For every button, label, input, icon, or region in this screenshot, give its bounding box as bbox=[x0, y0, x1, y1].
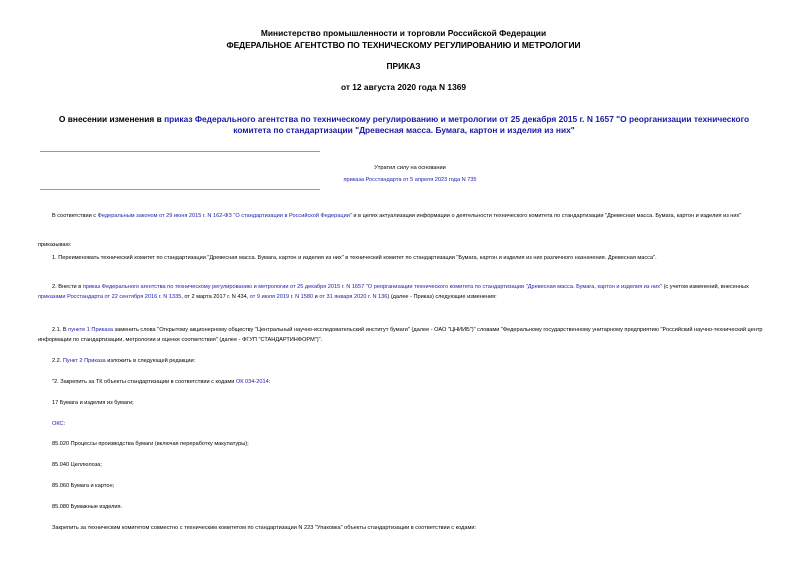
paragraph-item-2 bbox=[38, 283, 770, 302]
item-2-text-e: ) (далее - Приказ) следующие изменения: bbox=[387, 293, 497, 300]
item-2-text-c: , от 2 марта 2017 г. N 434, bbox=[181, 293, 250, 300]
preamble-text-a: В соответствии с bbox=[52, 213, 98, 219]
order-1335-link[interactable]: приказами Росстандарта от 22 сентября 2016 г. N 1335 bbox=[38, 293, 182, 300]
code-85-020: 85.020 Процессы производства бумаги (включая переработку макулатуры); bbox=[52, 441, 249, 447]
order-136-link[interactable]: от 31 января 2020 г. N 136 bbox=[319, 293, 388, 300]
item-2-2-text-a: 2.2. bbox=[52, 358, 63, 364]
paragraph-clause-2-quote bbox=[52, 378, 270, 387]
document-title bbox=[44, 114, 764, 136]
oks-heading bbox=[52, 420, 65, 429]
oks-colon: : bbox=[63, 421, 66, 427]
paragraph-order-word: приказываю: bbox=[38, 242, 72, 248]
title-prefix: О внесении изменения в bbox=[58, 114, 165, 124]
paragraph-item-2-1 bbox=[38, 326, 770, 345]
item-2-1-text-b: заменить слова "Открытому акционерному обществу "Центральный научно-исследовательский институт бумаги" (далее - ОАО "ЦНИИБ")" словами "Федеральному государственному унитарному предприятию "Российский научно-технический центр информации по стандартизации, метрологии и оценке соответствия" (далее - ФГУП "СТАНДАРТИНФОРМ")". bbox=[38, 327, 763, 343]
paragraph-item-2-2 bbox=[52, 357, 195, 366]
oks-link[interactable]: ОКС bbox=[52, 421, 64, 427]
item-2-1-text-a: 2.1. В bbox=[52, 327, 69, 333]
ministry-name: Министерство промышленности и торговли Российской Федерации bbox=[260, 28, 547, 38]
document-type: ПРИКАЗ bbox=[386, 61, 421, 71]
code-85-060: 85.060 Бумага и картон; bbox=[52, 483, 115, 489]
void-notice-link[interactable]: приказа Росстандарта от 5 апреля 2023 года N 735 bbox=[343, 177, 477, 183]
clause-quote-text-a: "2. Закрепить за ТК объекты стандартизации в соответствии с кодами bbox=[52, 379, 236, 385]
item-2-text-b: (с учетом изменений, внесенных bbox=[662, 284, 749, 290]
preamble-text-b: и в целях актуализации информации о деятельности технического комитета по стандартизации "Древесная масса. Бумага, картон и изделия из них" bbox=[351, 213, 742, 219]
item-2-text-a: 2. Внести в bbox=[52, 284, 83, 290]
clause-quote-text-b: : bbox=[268, 379, 271, 385]
item-2-2-text-b: изложить в следующей редакции: bbox=[105, 358, 196, 364]
code-85-040: 85.040 Целлюлоза; bbox=[52, 462, 102, 468]
order-1657-link[interactable]: приказ Федерального агентства по техническому регулированию и метрологии от 25 декабря 2015 г. N 1657 "О реорганизации технического комитета по стандартизации "Древесная масса. Бумага, картон и изделия из них" bbox=[82, 284, 663, 290]
divider-top bbox=[40, 151, 320, 152]
divider-bottom bbox=[40, 189, 320, 190]
clause-2-link[interactable]: Пункт 2 Приказа bbox=[62, 358, 106, 364]
agency-name: ФЕДЕРАЛЬНОЕ АГЕНТСТВО ПО ТЕХНИЧЕСКОМУ РЕГУЛИРОВАНИЮ И МЕТРОЛОГИИ bbox=[226, 40, 581, 50]
void-notice bbox=[330, 164, 490, 185]
paragraph-preamble bbox=[38, 212, 770, 222]
code-17: 17 Бумага и изделия из бумаги; bbox=[52, 400, 134, 406]
code-85-080: 85.080 Бумажные изделия. bbox=[52, 504, 123, 510]
item-2-text-d: и bbox=[313, 293, 320, 300]
document-date-number: от 12 августа 2020 года N 1369 bbox=[340, 82, 467, 92]
void-notice-text: Утратил силу на основании bbox=[374, 165, 446, 171]
clause-1-link[interactable]: пункте 1 Приказа bbox=[68, 327, 113, 333]
ok-034-2014-link[interactable]: ОК 034-2014 bbox=[235, 379, 269, 385]
order-1580-link[interactable]: от 9 июля 2019 г. N 1580 bbox=[249, 293, 314, 300]
title-order-link[interactable]: приказ Федерального агентства по техническому регулированию и метрологии от 25 декабря 2015 г. N 1657 "О реорганизации технического комитета по стандартизации "Древесная масса. Бумага, картон и изделия из них" bbox=[164, 114, 750, 135]
federal-law-link[interactable]: Федеральным законом от 29 июня 2015 г. N 162-ФЗ "О стандартизации в Российской Федерации" bbox=[97, 213, 352, 219]
paragraph-item-1: 1. Переименовать технический комитет по стандартизации "Древесная масса. Бумага, картон и изделия из них" в технический комитет по стандартизации "Бумага, картон и изделия из них различного назначения. Древесная масса". bbox=[52, 255, 657, 261]
paragraph-joint-committee: Закрепить за техническим комитетом совместно с техническим комитетом по стандартизации N 223 "Упаковка" объекты стандартизации в соответствии с кодами: bbox=[52, 525, 477, 531]
